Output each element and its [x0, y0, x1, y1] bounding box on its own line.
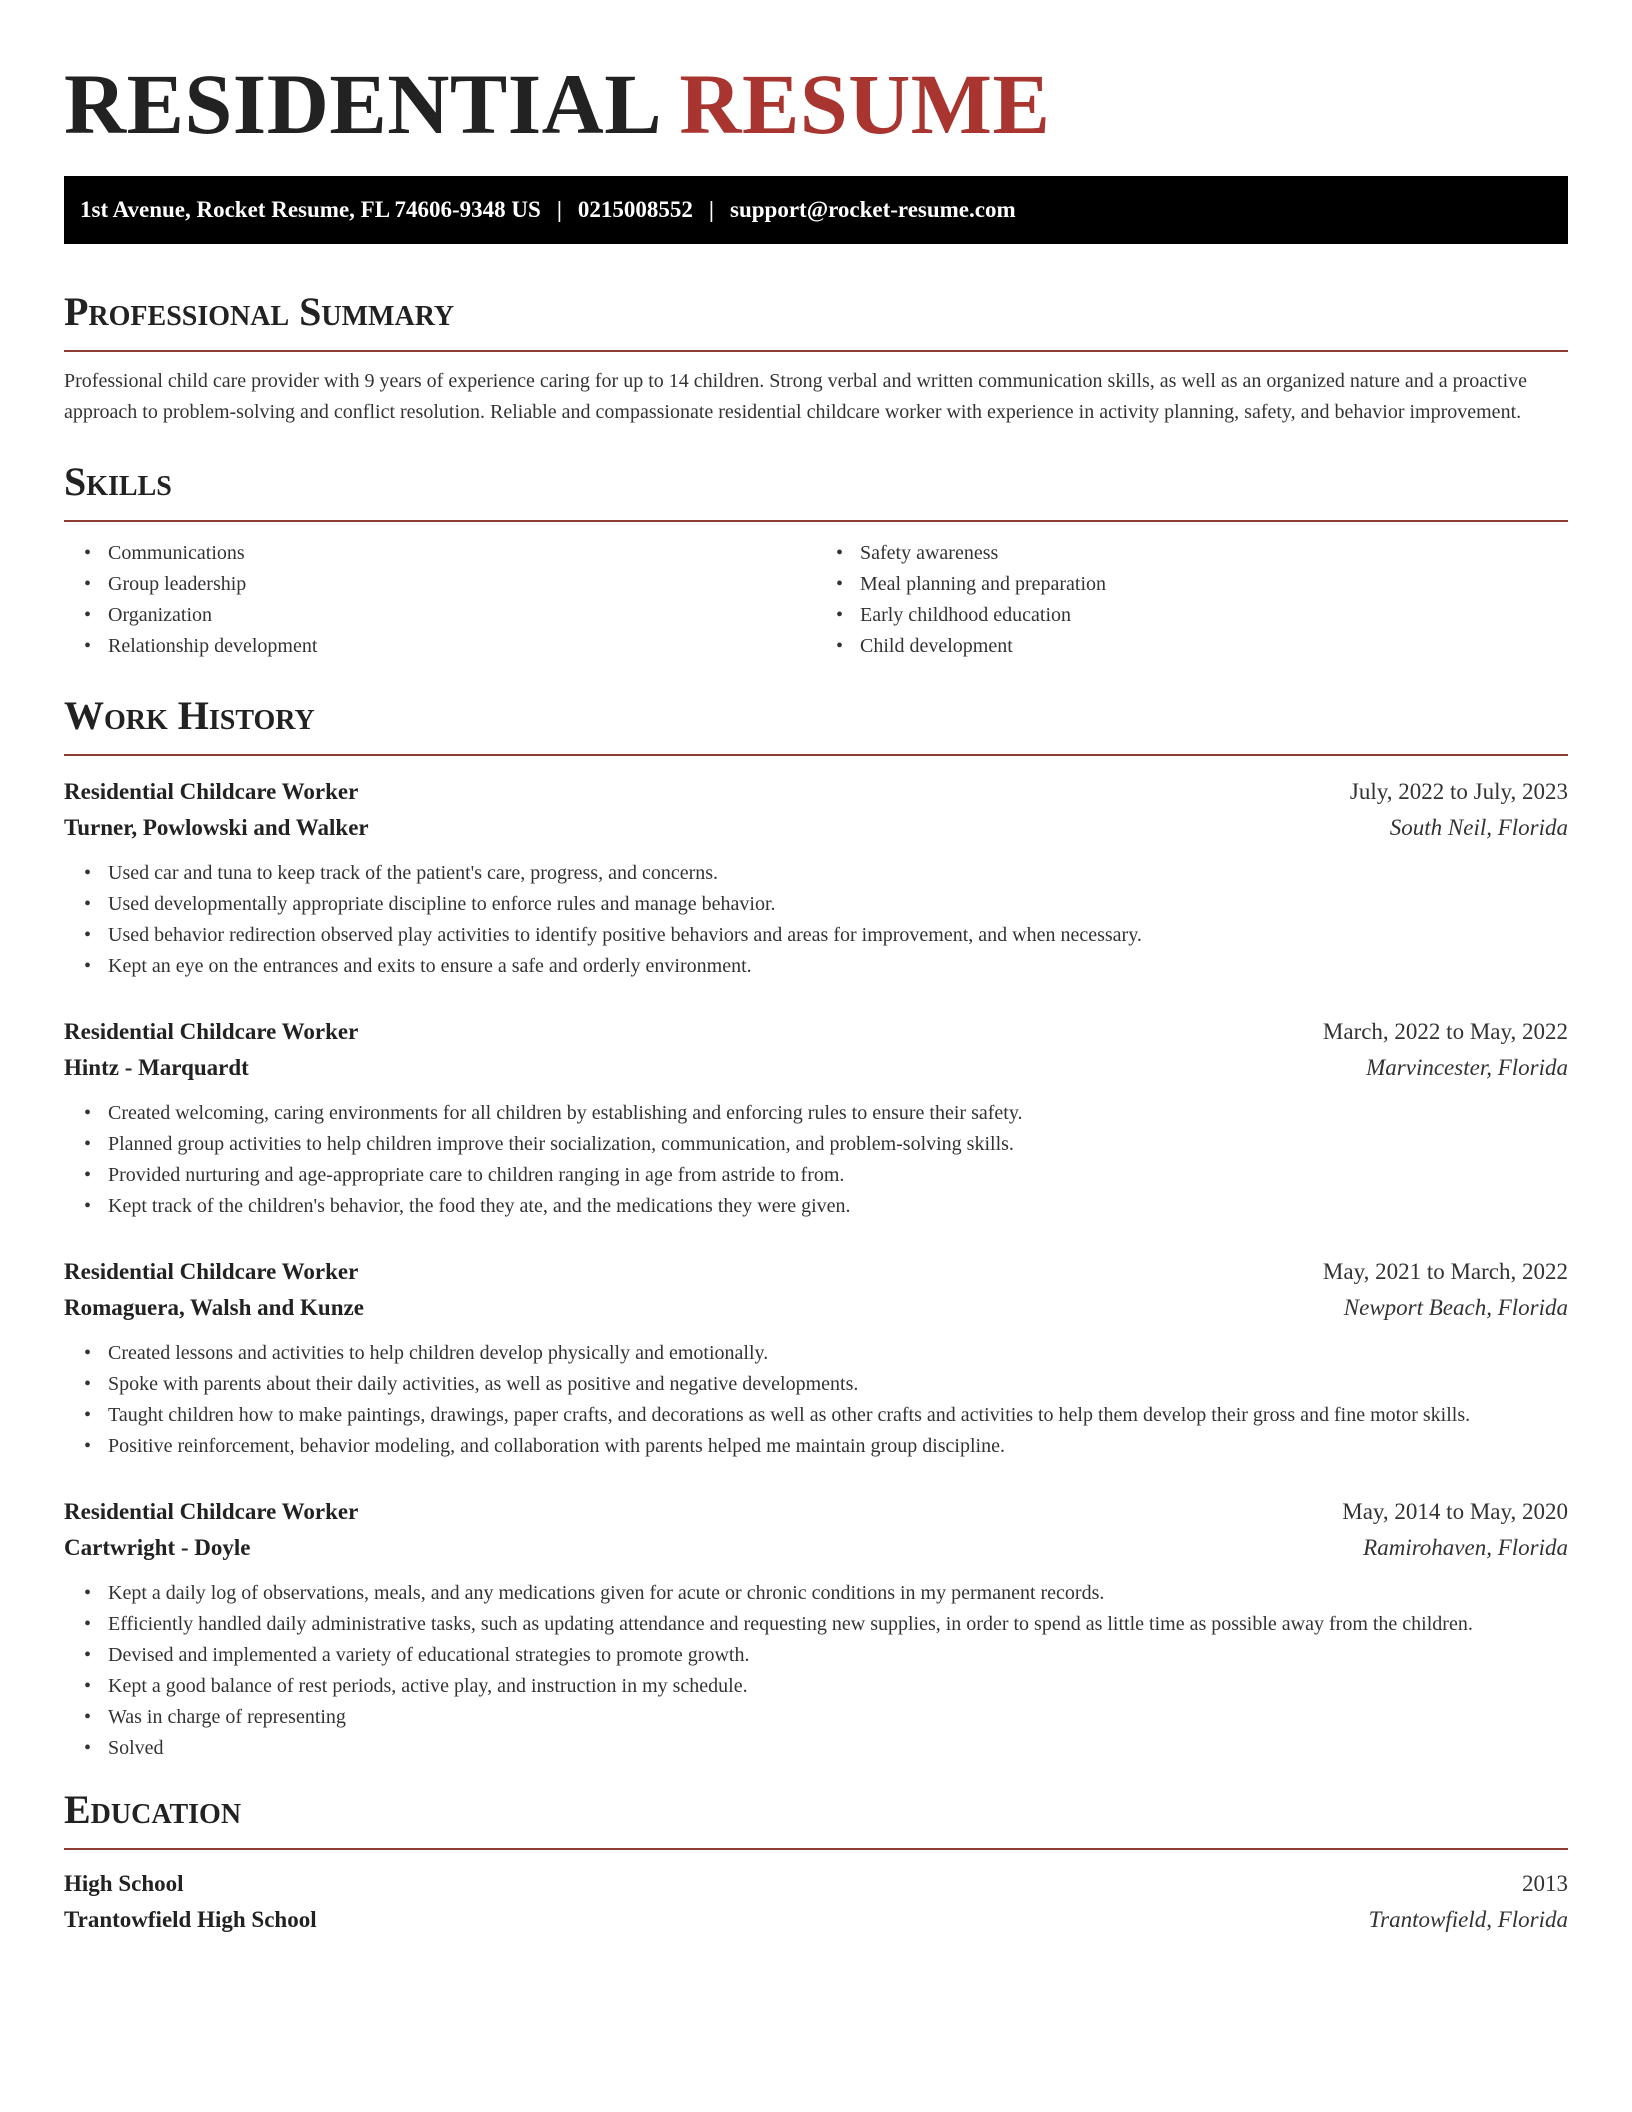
contact-address: 1st Avenue, Rocket Resume, FL 74606-9348 US	[80, 197, 541, 222]
job-bullet: • Was in charge of representing	[108, 1702, 1568, 1733]
summary-heading: Professional Summary	[64, 289, 455, 334]
job-entry	[64, 1254, 1568, 1462]
job-entry	[64, 1014, 1568, 1222]
job-location: Marvincester, Florida	[1366, 1055, 1568, 1080]
job-location: Ramirohaven, Florida	[1363, 1535, 1568, 1560]
skills-column-right	[816, 538, 1568, 662]
skills-grid	[64, 538, 1568, 662]
job-bullet: • Used behavior redirection observed play activities to identify positive behaviors and areas for improvement, and when necessary.	[108, 920, 1568, 951]
job-bullet: • Used developmentally appropriate discipline to enforce rules and manage behavior.	[108, 889, 1568, 920]
contact-bar	[64, 176, 1568, 244]
skill-item: • Early childhood education	[860, 600, 1568, 631]
contact-phone[interactable]: 0215008552	[577, 197, 693, 222]
skill-item: • Child development	[860, 631, 1568, 662]
contact-email[interactable]: support@rocket-resume.com	[730, 197, 1016, 222]
job-location: Newport Beach, Florida	[1343, 1295, 1568, 1320]
job-company: Cartwright - Doyle	[64, 1535, 251, 1560]
job-title: Residential Childcare Worker	[64, 1019, 359, 1044]
job-company: Turner, Powlowski and Walker	[64, 815, 369, 840]
skill-item: • Safety awareness	[860, 538, 1568, 569]
job-bullets	[64, 858, 1568, 982]
job-bullets	[64, 1338, 1568, 1462]
job-bullet: • Kept a good balance of rest periods, active play, and instruction in my schedule.	[108, 1671, 1568, 1702]
section-divider	[64, 1848, 1568, 1850]
work-history-heading: Work History	[64, 693, 315, 738]
education-year: 2013	[1522, 1871, 1568, 1896]
job-bullet: • Kept track of the children's behavior, the food they ate, and the medications they were given.	[108, 1191, 1568, 1222]
job-bullets	[64, 1578, 1568, 1764]
job-company: Hintz - Marquardt	[64, 1055, 249, 1080]
section-divider	[64, 754, 1568, 756]
summary-section	[64, 288, 1568, 428]
job-company: Romaguera, Walsh and Kunze	[64, 1295, 364, 1320]
job-dates: May, 2014 to May, 2020	[1342, 1499, 1568, 1524]
skill-item: • Communications	[108, 538, 816, 569]
education-location: Trantowfield, Florida	[1368, 1907, 1568, 1932]
job-bullet: • Kept a daily log of observations, meals, and any medications given for acute or chronic conditions in my permanent records.	[108, 1578, 1568, 1609]
skills-section	[64, 458, 1568, 662]
job-bullet: • Created lessons and activities to help children develop physically and emotionally.	[108, 1338, 1568, 1369]
job-dates: July, 2022 to July, 2023	[1349, 779, 1568, 804]
job-bullet: • Kept an eye on the entrances and exits to ensure a safe and orderly environment.	[108, 951, 1568, 982]
job-title: Residential Childcare Worker	[64, 1259, 359, 1284]
job-bullet: • Used car and tuna to keep track of the patient's care, progress, and concerns.	[108, 858, 1568, 889]
skills-column-left	[64, 538, 816, 662]
section-divider	[64, 520, 1568, 522]
job-bullet: • Spoke with parents about their daily activities, as well as positive and negative developments.	[108, 1369, 1568, 1400]
job-bullets	[64, 1098, 1568, 1222]
skills-heading: Skills	[64, 459, 172, 504]
job-bullet: • Provided nurturing and age-appropriate care to children ranging in age from astride to from.	[108, 1160, 1568, 1191]
job-dates: May, 2021 to March, 2022	[1322, 1259, 1568, 1284]
contact-separator: |	[556, 197, 562, 222]
education-school: Trantowfield High School	[64, 1907, 317, 1932]
title-main: RESIDENTIAL	[64, 56, 658, 152]
job-bullet: • Devised and implemented a variety of educational strategies to promote growth.	[108, 1640, 1568, 1671]
section-divider	[64, 350, 1568, 352]
job-bullet: • Planned group activities to help children improve their socialization, communication, and problem-solving skills.	[108, 1129, 1568, 1160]
skill-item: • Organization	[108, 600, 816, 631]
job-title: Residential Childcare Worker	[64, 1499, 359, 1524]
job-dates: March, 2022 to May, 2022	[1322, 1019, 1568, 1044]
work-history-section	[64, 692, 1568, 1764]
education-heading: Education	[64, 1787, 242, 1832]
job-title: Residential Childcare Worker	[64, 779, 359, 804]
job-bullet: • Taught children how to make paintings, drawings, paper crafts, and decorations as well as other crafts and activities to help them develop their gross and fine motor skills.	[108, 1400, 1568, 1431]
skill-item: • Group leadership	[108, 569, 816, 600]
skill-item: • Relationship development	[108, 631, 816, 662]
contact-separator: |	[708, 197, 714, 222]
job-entry	[64, 1494, 1568, 1764]
education-degree: High School	[64, 1871, 184, 1896]
summary-text: Professional child care provider with 9 years of experience caring for up to 14 children. Strong verbal and written communication skills, as well as an organized nature and a proactive approach to problem-solving and conflict resolution. Reliable and compassionate residential childcare worker with experience in activity planning, safety, and behavior improvement.	[64, 370, 1528, 423]
job-bullet: • Efficiently handled daily administrative tasks, such as updating attendance and requesting new supplies, in order to spend as little time as possible away from the children.	[108, 1609, 1568, 1640]
title-accent: RESUME	[679, 56, 1051, 152]
education-section	[64, 1786, 1568, 1938]
resume-title	[64, 56, 1568, 152]
job-bullet: • Created welcoming, caring environments for all children by establishing and enforcing rules to ensure their safety.	[108, 1098, 1568, 1129]
job-bullet: • Solved	[108, 1733, 1568, 1764]
job-location: South Neil, Florida	[1389, 815, 1568, 840]
job-bullet: • Positive reinforcement, behavior modeling, and collaboration with parents helped me maintain group discipline.	[108, 1431, 1568, 1462]
education-entry	[64, 1866, 1568, 1938]
job-entry	[64, 774, 1568, 982]
skill-item: • Meal planning and preparation	[860, 569, 1568, 600]
